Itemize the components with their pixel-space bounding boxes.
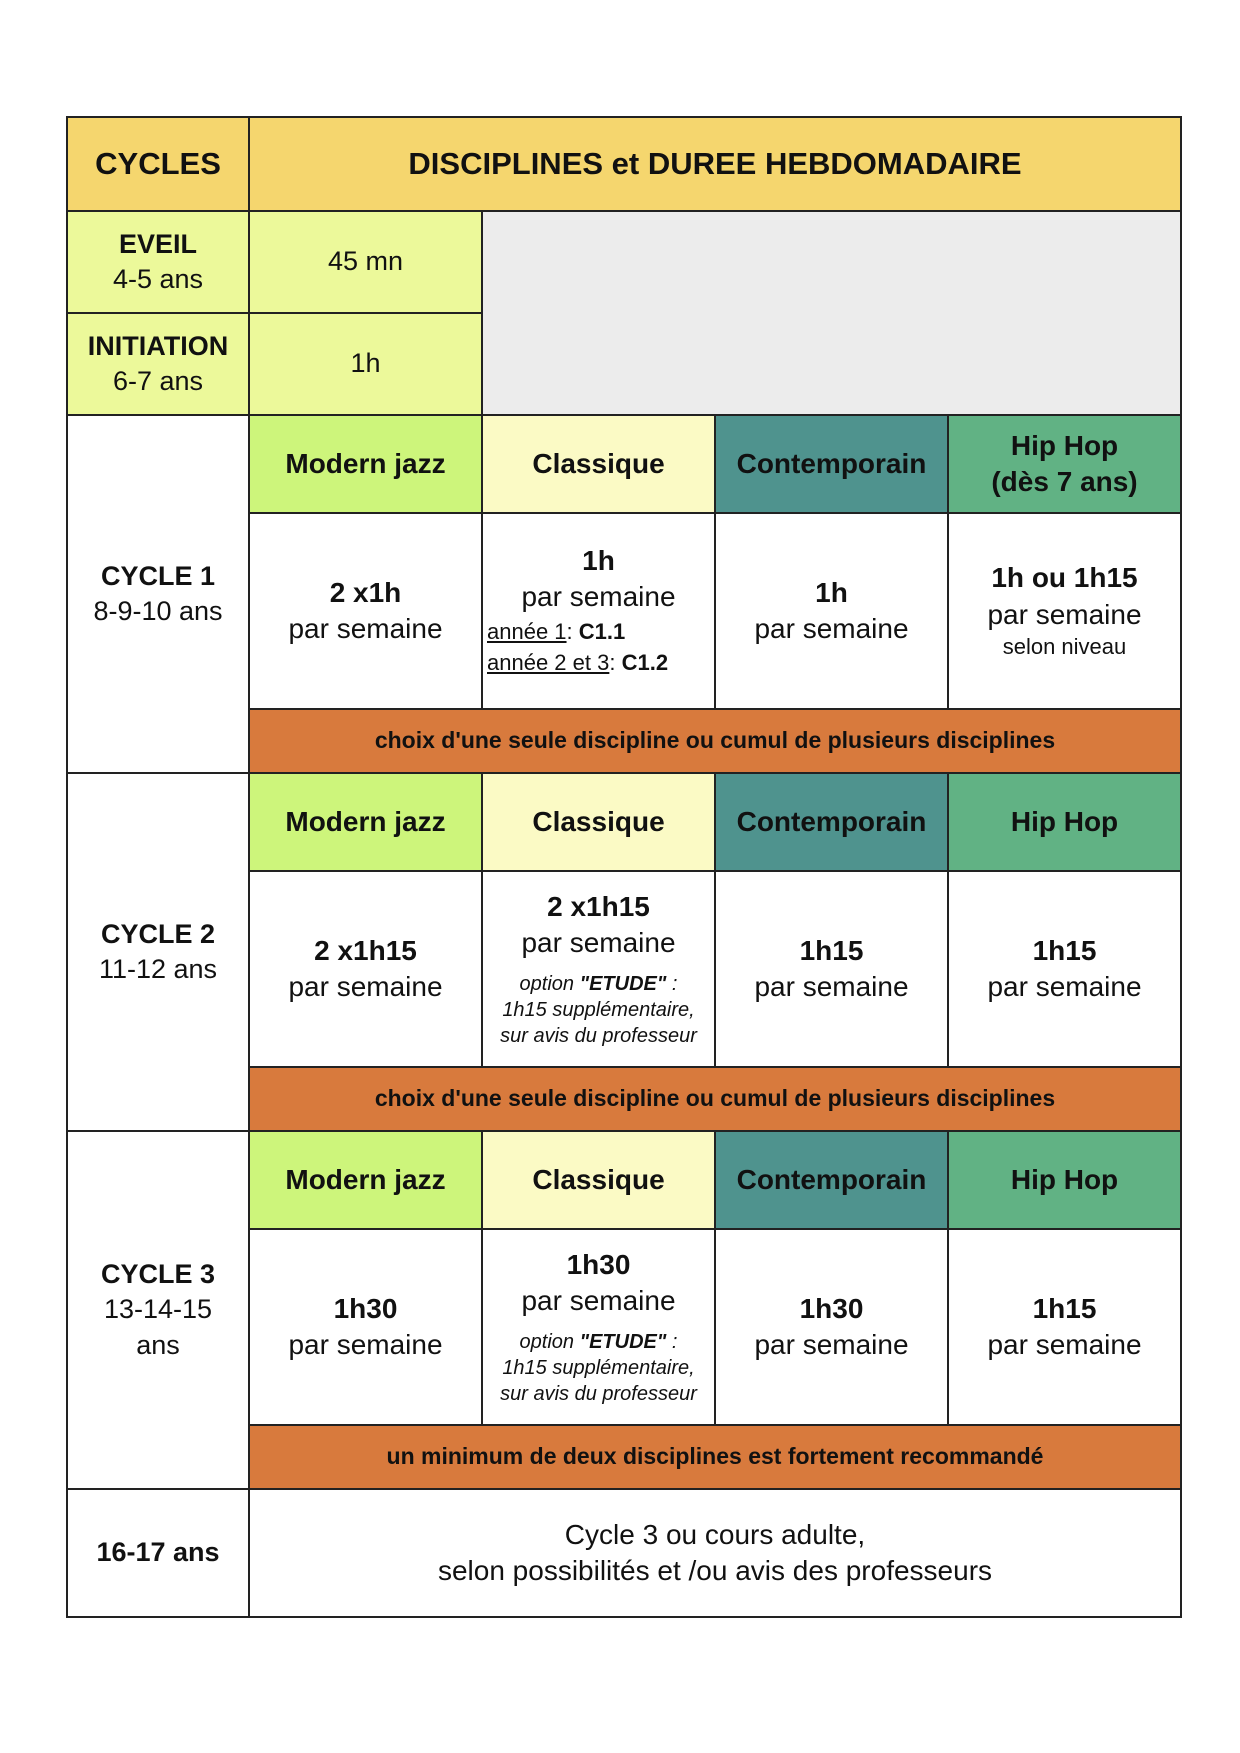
cycle3-modern-jazz-duration (249, 1229, 482, 1425)
cycle3-label (67, 1131, 249, 1489)
cycle1-modern-jazz-value: 2 x1h (329, 576, 402, 608)
cycle1-discipline-hiphop (948, 415, 1181, 513)
per-week-text: par semaine (521, 581, 676, 613)
cycle2-contemporain-duration (715, 871, 948, 1067)
classique-year23-label: année 2 et 3 (487, 650, 610, 676)
etude-option-line2: 1h15 supplémentaire, (502, 1357, 695, 1380)
per-week-text: par semaine (987, 598, 1142, 630)
cycle1-contemporain-value: 1h (815, 576, 848, 608)
etude-option-line1: option "ETUDE" : (519, 973, 678, 996)
cycle1-hiphop-note: (dès 7 ans) (991, 466, 1138, 497)
cycle3-contemporain-value: 1h30 (799, 1292, 864, 1324)
eveil-label (67, 211, 249, 313)
cycle3-hiphop-value: 1h15 (1032, 1292, 1097, 1324)
cycle1-classique-duration (482, 513, 715, 709)
cycle1-label (67, 415, 249, 773)
cycle1-hiphop-duration (948, 513, 1181, 709)
cycle1-ages: 8-9-10 ans (93, 596, 223, 626)
cycle3-discipline-classique: Classique (482, 1131, 715, 1229)
cycle2-discipline-hiphop: Hip Hop (948, 773, 1181, 871)
per-week-text: par semaine (288, 613, 443, 644)
cycle2-band: choix d'une seule discipline ou cumul de plusieurs disciplines (249, 1067, 1181, 1131)
cycles-header: CYCLES (67, 117, 249, 211)
cycle1-hiphop-value: 1h ou 1h15 (991, 562, 1138, 594)
initiation-duration: 1h (249, 313, 482, 415)
etude-option-line3: sur avis du professeur (500, 1383, 697, 1406)
cycle3-hiphop-duration (948, 1229, 1181, 1425)
cycle2-discipline-contemporain: Contemporain (715, 773, 948, 871)
cycle3-contemporain-duration (715, 1229, 948, 1425)
eveil-ages: 4-5 ans (112, 264, 204, 294)
eveil-name: EVEIL (118, 228, 198, 259)
cycle3-discipline-modern-jazz: Modern jazz (249, 1131, 482, 1229)
cycle1-discipline-modern-jazz: Modern jazz (249, 415, 482, 513)
per-week-text: par semaine (987, 1329, 1142, 1360)
per-week-text: par semaine (754, 613, 909, 644)
cycle1-hiphop-level: selon niveau (1002, 634, 1127, 660)
per-week-text: par semaine (987, 971, 1142, 1002)
empty-gray-block (482, 211, 1181, 415)
cycle2-contemporain-value: 1h15 (799, 934, 864, 966)
cycle3-classique-value: 1h30 (566, 1248, 631, 1280)
classique-year1-code: C1.1 (578, 618, 626, 644)
cycle3-modern-jazz-value: 1h30 (333, 1292, 398, 1324)
classique-year1-label: année 1 (487, 618, 567, 644)
eveil-duration: 45 mn (249, 211, 482, 313)
cycle2-name: CYCLE 2 (100, 918, 216, 949)
per-week-text: par semaine (288, 971, 443, 1002)
cycle1-contemporain-duration (715, 513, 948, 709)
classique-year23-line: année 2 et 3: C1.2 (487, 650, 669, 676)
cycle2-hiphop-duration (948, 871, 1181, 1067)
cycle3-etude-option (483, 1329, 714, 1407)
initiation-ages: 6-7 ans (112, 366, 204, 396)
etude-option-line2: 1h15 supplémentaire, (502, 999, 695, 1022)
cycle2-ages: 11-12 ans (98, 954, 218, 984)
etude-keyword: "ETUDE" (579, 973, 667, 996)
dance-schedule-table (66, 116, 1182, 1618)
disciplines-header: DISCIPLINES et DUREE HEBDOMADAIRE (249, 117, 1181, 211)
cycle3-discipline-hiphop: Hip Hop (948, 1131, 1181, 1229)
cycle1-classique-value: 1h (582, 544, 615, 576)
per-week-text: par semaine (521, 927, 676, 958)
cycle1-band: choix d'une seule discipline ou cumul de plusieurs disciplines (249, 709, 1181, 773)
classique-year1-line: année 1: C1.1 (487, 618, 626, 644)
cycle3-name: CYCLE 3 (100, 1259, 216, 1290)
etude-option-line3: sur avis du professeur (500, 1025, 697, 1048)
cycle2-classique-duration (482, 871, 715, 1067)
etude-keyword: "ETUDE" (579, 1331, 667, 1354)
initiation-name: INITIATION (87, 330, 229, 361)
cycle3-classique-duration (482, 1229, 715, 1425)
cycle1-discipline-classique: Classique (482, 415, 715, 513)
cycle2-discipline-classique: Classique (482, 773, 715, 871)
per-week-text: par semaine (754, 971, 909, 1002)
per-week-text: par semaine (754, 1329, 909, 1360)
cycle2-classique-value: 2 x1h15 (547, 890, 650, 922)
classique-year23-code: C1.2 (621, 650, 669, 676)
etude-option-line1: option "ETUDE" : (519, 1331, 678, 1354)
cycle2-label (67, 773, 249, 1131)
adults-description (249, 1489, 1181, 1617)
initiation-label (67, 313, 249, 415)
cycle3-ages-line2: ans (136, 1329, 180, 1360)
per-week-text: par semaine (288, 1329, 443, 1360)
cycle1-classique-years (483, 616, 714, 680)
cycle3-discipline-contemporain: Contemporain (715, 1131, 948, 1229)
cycle2-modern-jazz-value: 2 x1h15 (314, 934, 417, 966)
cycle2-etude-option (483, 971, 714, 1049)
adults-line2: selon possibilités et /ou avis des professeurs (437, 1555, 993, 1586)
cycle1-hiphop-name: Hip Hop (1010, 429, 1119, 461)
adults-line1: Cycle 3 ou cours adulte, (564, 1518, 866, 1550)
adults-ages: 16-17 ans (67, 1489, 249, 1617)
cycle1-modern-jazz-duration (249, 513, 482, 709)
cycle2-hiphop-value: 1h15 (1032, 934, 1097, 966)
cycle1-discipline-contemporain: Contemporain (715, 415, 948, 513)
cycle2-discipline-modern-jazz: Modern jazz (249, 773, 482, 871)
cycle1-name: CYCLE 1 (100, 560, 216, 591)
cycle2-modern-jazz-duration (249, 871, 482, 1067)
cycle3-ages-line1: 13-14-15 (103, 1294, 213, 1325)
cycle3-band: un minimum de deux disciplines est fortement recommandé (249, 1425, 1181, 1489)
per-week-text: par semaine (521, 1285, 676, 1316)
